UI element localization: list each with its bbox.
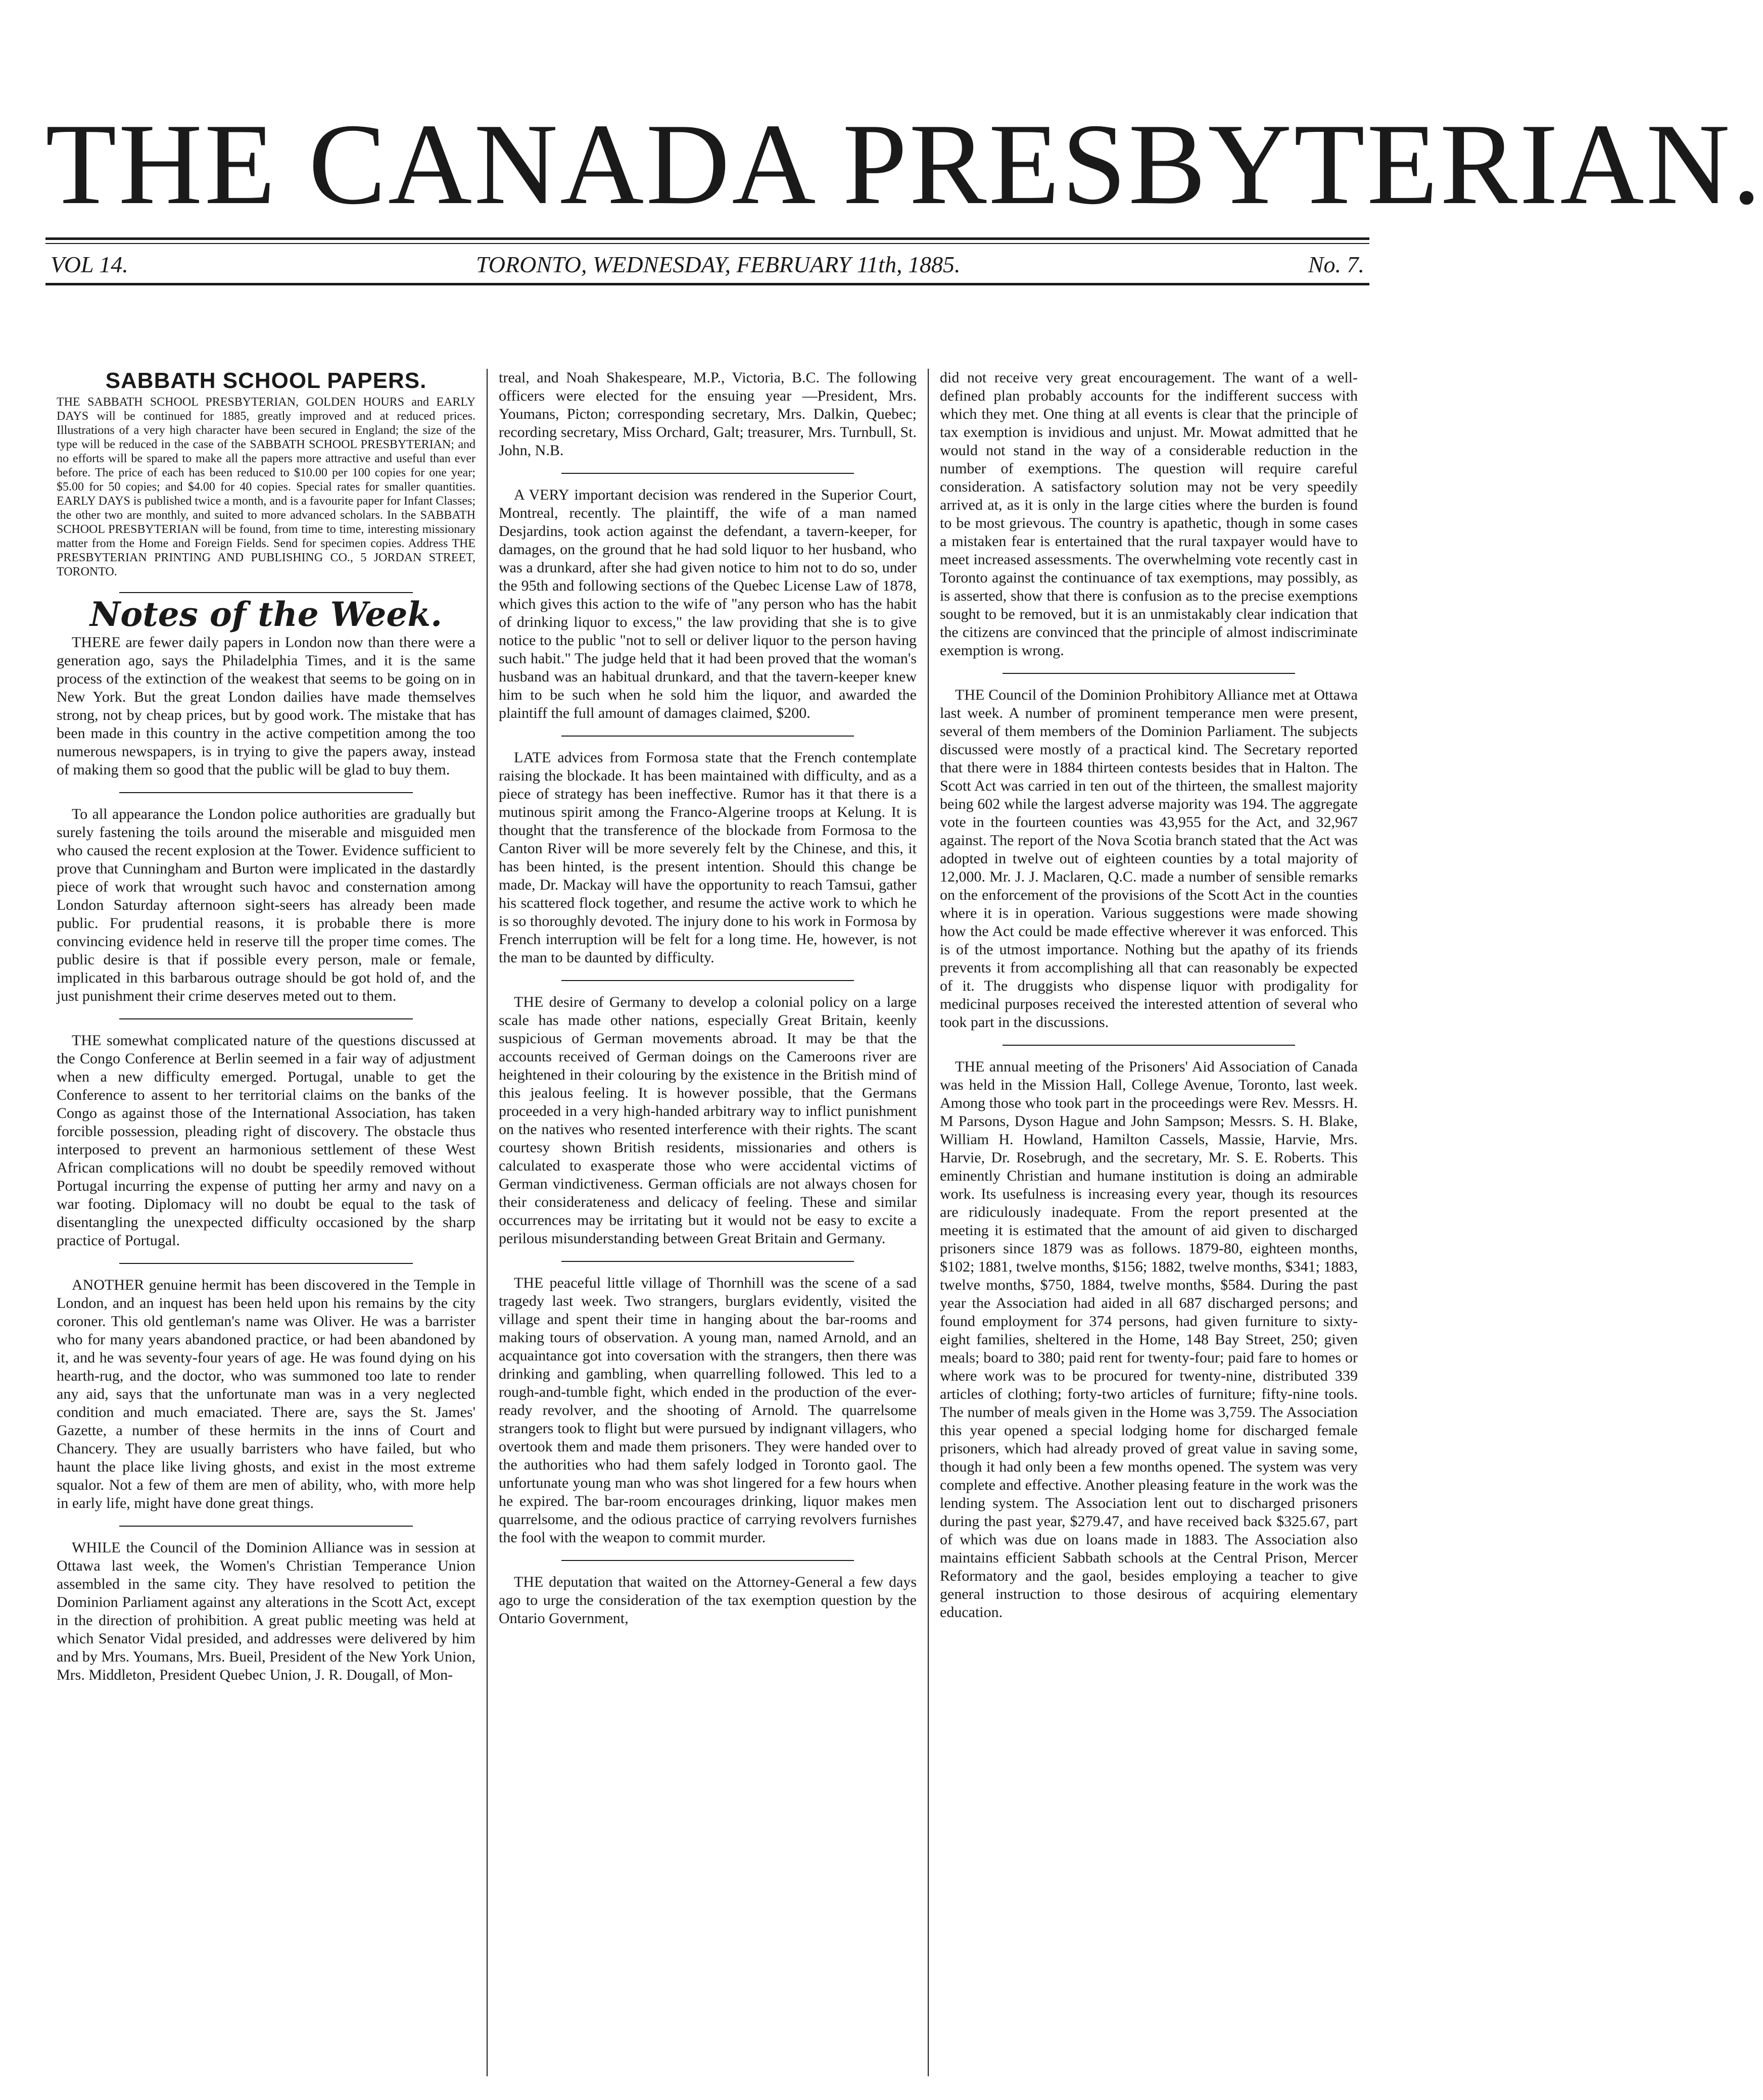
divider [119, 1018, 412, 1019]
divider [119, 792, 412, 793]
masthead-title: THE CANADA PRESBYTERIAN. [45, 100, 1763, 228]
divider [561, 1261, 854, 1262]
paragraph-text: deputation that waited on the Attorney-General a few days ago to urge the consideration of the tax exemption question by the Ontario Government, [499, 1574, 917, 1627]
article-paragraph [940, 1058, 1358, 1622]
article-paragraph: To all appearance the London police authorities are gradually but surely fastening the toils around the miserable and misguided men who caused the recent explosion at the Tower. Evidence sufficient to prove that Cunningham and Burton were implicated in the dastardly piece of work that wrought such havoc and consternation among London Saturday afternoon sight-seers has already been made public. For prudential reasons, it is probable there is more convincing evidence held in reserve till the proper time comes. The public desire is that if possible every person, male or female, implicated in this barbarous outrage should be got hold of, and the just punishment their crime deserves meted out to them. [57, 806, 475, 1004]
paragraph-text: the Council of the Dominion Alliance was in session at Ottawa last week, the Women's Christian Temperance Union assembled in the same city. They have resolved to petition the Dominion Parliament against any alterations in the Scott Act, except in the direction of prohibition. A great public meeting was held at which Senator Vidal presided, and addresses were delivered by him and by Mrs. Youmans, Mrs. Bueil, President of the New York Union, Mrs. Middleton, President Quebec Union, J. R. Dougall, of Mon- [57, 1539, 475, 1683]
paragraph-text: are fewer daily papers in London now than there were a generation ago, says the Philadelphia Times, and it is the same process of the extinction of the weakest that seems to be going on in New York. But the great London dailies have made themselves strong, not by cheap prices, but by good work. The mistake that has been made in this country in the active competition among the too numerous newspapers, is in trying to give the papers away, instead of making them so good that the public will be glad to buy them. [57, 634, 475, 778]
dateline-rule [45, 283, 1369, 285]
divider [119, 1526, 412, 1527]
column-3 [928, 369, 1369, 2076]
divider [1003, 1045, 1295, 1046]
lead-word: THE [514, 994, 544, 1010]
article-paragraph: did not receive very great encouragement. The want of a well-defined plan probably accounts for the indifferent success with which they met. One thing at all events is clear that the principle of tax exemption is invidious and unjust. Mr. Mowat admitted that he would not stand in the way of a considerable reduction in the number of exemptions. The question will require careful consideration. A satisfactory solution may not be very speedily arrived at, as it is only in the large cities where the burden is found to be most grievous. The country is apathetic, though in some cases a mistaken fear is entertained that the rural taxpayer would have to meet increased assessments. The overwhelming vote recently cast in Toronto against the continuance of tax exemptions, may possibly, as is asserted, show that there is confusion as to the precise exemptions sought to be removed, but it is an unmistakably clear indication that the citizens are convinced that the principle of almost indiscriminate exemption is wrong. [940, 369, 1358, 659]
sabbath-papers-body: THE SABBATH SCHOOL PRESBYTERIAN, GOLDEN HOURS and EARLY DAYS will be continued for 1885, greatly improved and at reduced prices. Illustrations of a very high character have been secured in England; the size of the type will be reduced in the case of the SABBATH SCHOOL PRESBYTERIAN; and no efforts will be spared to make all the papers more attractive and useful than ever before. The price of each has been reduced to $10.00 per 100 copies for one year; $5.00 for 50 copies; and $4.00 for 40 copies. Special rates for smaller quantities. EARLY DAYS is published twice a month, and is a favourite paper for Infant Classes; the other two are monthly, and suited to more advanced scholars. In the SABBATH SCHOOL PRESBYTERIAN will be found, from time to time, interesting missionary matter from the Home and Foreign Fields. Send for specimen copies. Address THE PRESBYTERIAN PRINTING AND PUBLISHING CO., 5 JORDAN STREET, TORONTO. [57, 396, 475, 578]
divider [561, 980, 854, 981]
divider [561, 473, 854, 474]
paragraph-text: peaceful little village of Thornhill was the scene of a sad tragedy last week. Two strangers, burglars evidently, visited the village and spent their time in hanging about the bar-rooms and making tours of observation. A young man, named Arnold, and an acquaintance got into coversation with the strangers, then there was drinking and gambling, when quarrelling followed. This led to a rough-and-tumble fight, which ended in the production of the ever-ready revolver, and the shooting of Arnold. The quarrelsome strangers took to flight but were pursued by indignant villagers, who overtook them and made them prisoners. They were handed over to the authorities who had them safely lodged in Toronto gaol. The unfortunate young man who was shot lingered for a few hours when he expired. The bar-room encourages drinking, liquor makes men quarrelsome, and the odious practice of carrying revolvers furnishes the fool with the weapon to commit murder. [499, 1275, 917, 1546]
lead-word: WHILE [72, 1539, 121, 1556]
paragraph-text: advices from Formosa state that the French contemplate raising the blockade. It has been maintained with difficulty, and as a piece of strategy has been ineffective. Rumor has it that there is a mutinous spirit among the Franco-Algerine troops at Kelung. It is thought that the transference of the blockade from Formosa to the Canton River will be more severely felt by the Chinese, and this, it has been hinted, is the present intention. Should this change be made, Dr. Mackay will have the opportunity to reach Tamsui, gather his scattered flock together, and resume the active work to which he is so thoroughly devoted. The injury done to his work in Formosa by French interruption will be felt for a long time. He, however, is not the man to be daunted by difficulty. [499, 749, 917, 966]
volume-label: VOL 14. [51, 252, 128, 277]
notes-heading: Notes of the Week. [89, 595, 443, 634]
lead-word: THE [955, 687, 985, 703]
paragraph-text: Council of the Dominion Prohibitory Alliance met at Ottawa last week. A number of prominent temperance men were present, several of them members of the Dominion Parliament. The subjects discussed were mostly of a practical kind. The Secretary reported that there were in 1884 thirteen contests besides that in Halton. The Scott Act was carried in ten out of the thirteen, the smallest majority being 602 while the largest adverse majority was 194. The aggregate vote in the fourteen counties was 43,955 for the Act, and 32,967 against. The report of the Nova Scotia branch stated that the Act was adopted in twelve out of eighteen counties by a total majority of 12,000. Mr. J. J. Maclaren, Q.C. made a number of sensible remarks on the enforcement of the provisions of the Scott Act in the counties where it is in operation. Various suggestions were made showing how the Act could be made effective wherever it was enforced. This is of the utmost importance. Nothing but the apathy of its friends prevents it from accomplishing all that can reasonably be expected of it. The druggists who dispense liquor with prodigality for medicinal purposes received the interested attention of several who took part in the discussions. [940, 687, 1358, 1031]
article-paragraph: treal, and Noah Shakespeare, M.P., Victoria, B.C. The following officers were elected for the ensuing year —President, Mrs. Youmans, Picton; corresponding secretary, Mrs. Dalkin, Quebec; recording secretary, Miss Orchard, Galt; treasurer, Mrs. Turnbull, St. John, N.B. [499, 369, 917, 459]
column-1 [45, 369, 487, 2076]
lead-word: A VERY [514, 486, 569, 503]
article-paragraph [499, 1274, 917, 1547]
article-paragraph [57, 1539, 475, 1684]
column-2 [487, 369, 928, 2076]
masthead-rule [45, 237, 1369, 240]
sabbath-papers-title: SABBATH SCHOOL PAPERS. [105, 368, 427, 393]
divider [1003, 673, 1295, 674]
article-columns [45, 369, 1369, 2076]
lead-word: THERE [72, 634, 121, 651]
article-paragraph [499, 1573, 917, 1628]
paragraph-text: important decision was rendered in the Superior Court, Montreal, recently. The plaintiff, the wife of a man named Desjardins, took action against the defendant, a tavern-keeper, for damages, on the ground that he had sold liquor to her husband, who was a drunkard, after she had given notice to him not to do so, under the 95th and following sections of the Quebec License Law of 1878, which gives this action to the wife of "any person who has the habit of drinking liquor to excess," the law providing that she is to give notice to the public "not to sell or deliver liquor to the person having such habit." The judge held that it had been proved that the woman's husband was an habitual drunkard, and that the tavern-keeper knew him to be such when he sold him the liquor, and awarded the plaintiff the full amount of damages claimed, $200. [499, 486, 917, 721]
article-paragraph [57, 1276, 475, 1512]
lead-word: THE [514, 1275, 544, 1291]
lead-word: THE [514, 1574, 544, 1590]
divider [561, 736, 854, 737]
lead-word: LATE [514, 749, 551, 766]
place-date: TORONTO, WEDNESDAY, FEBRUARY 11th, 1885. [476, 252, 961, 277]
issue-number: No. 7. [1308, 252, 1364, 277]
lead-word: ANOTHER [72, 1277, 145, 1293]
dateline [45, 244, 1369, 283]
lead-word: THE [955, 1058, 985, 1075]
article-paragraph [499, 486, 917, 722]
article-paragraph [57, 633, 475, 779]
paragraph-text: somewhat complicated nature of the questions discussed at the Congo Conference at Berlin seemed in a fair way of adjustment when a new difficulty emerged. Portugal, unable to get the Conference to assent to her territorial claims on the banks of the Congo as against those of the International Association, has taken forcible possession, pleading right of discovery. The obstacle thus interposed to prevent an harmonious settlement of these West African complications will no doubt be speedily removed without Portugal incurring the expense of putting her army and navy on a war footing. Diplomacy will no doubt be equal to the task of disentangling the unexpected difficulty occasioned by the sharp practice of Portugal. [57, 1032, 475, 1249]
paragraph-text: annual meeting of the Prisoners' Aid Association of Canada was held in the Mission Hall, College Avenue, Toronto, last week. Among those who took part in the proceedings were Rev. Messrs. H. M Parsons, Dyson Hague and John Sampson; Messrs. S. H. Blake, William H. Howland, Hamilton Cassels, Massie, Harvie, Mrs. Harvie, Dr. Rosebrugh, and the secretary, Mr. S. E. Roberts. This eminently Christian and humane institution is doing an admirable work. Its usefulness is increasing every year, though its resources are ridiculously inadequate. From the report presented at the meeting it is estimated that the amount of aid given to discharged prisoners since 1879 was as follows. 1879-80, eighteen months, $102; 1881, twelve months, $156; 1882, twelve months, $341; 1883, twelve months, $750, 1884, twelve months, $584. During the past year the Association had aided in all 687 discharged persons; and found employment for 374 persons, had given furniture to sixty-eight families, sheltered in the Home, 148 Bay Street, 250; given meals; board to 380; paid rent for twenty-four; paid fare to homes or where work was to be procured for twenty-nine, distributed 339 articles of clothing; forty-two articles of furniture; fifty-nine tools. The number of meals given in the Home was 3,759. The Association this year opened a special lodging home for discharged female prisoners, which had already proved of great value in saving some, though it had only been a few months opened. The system was very complete and effective. Another pleasing feature in the work was the lending system. The Association lent out to discharged prisoners during the past year, $279.47, and have received back $325.67, part of which was due on loans made in 1883. The Association also maintains efficient Sabbath schools at the Central Prison, Mercer Reformatory and the gaol, besides employing a teacher to give general instruction to those desirous of acquiring elementary education. [940, 1058, 1358, 1621]
article-paragraph [499, 749, 917, 967]
paragraph-text: genuine hermit has been discovered in the Temple in London, and an inquest has been held upon his remains by the city coroner. This old gentleman's name was Oliver. He was a barrister who for many years abandoned practice, or had been abandoned by it, and he was seventy-four years of age. He was found dying on his hearth-rug, and the doctor, who was summoned too late to render any aid, says that the unfortunate man was in a very neglected condition and much emaciated. There are, says the St. James' Gazette, a number of these hermits in the inns of Court and Chancery. They are usually barristers who have failed, but who haunt the place like living ghosts, and exist in the most extreme squalor. Not a few of them are men of ability, who, with more help in early life, might have done great things. [57, 1277, 475, 1511]
divider [119, 592, 412, 593]
paragraph-text: desire of Germany to develop a colonial policy on a large scale has made other nations, especially Great Britain, keenly suspicious of German movements abroad. It may be that the accounts received of German doings on the Cameroons river are heightened in their colouring by the existence in the British mind of this jealous feeling. It is however possible, that the Germans proceeded in a very high-handed arbitrary way to inflict punishment on the natives who resented interference with their rights. The scant courtesy shown British residents, missionaries and others is calculated to exasperate those who were accidental victims of German vindictiveness. German officials are not always chosen for their considerateness and delicacy of feeling. These and similar occurrences may be irritating but it would not be easy to excite a perilous misunderstanding between Great Britain and Germany. [499, 994, 917, 1247]
article-paragraph [57, 1032, 475, 1250]
divider [119, 1263, 412, 1264]
lead-word: THE [72, 1032, 102, 1049]
newspaper-page [45, 86, 1763, 1683]
divider [561, 1560, 854, 1561]
article-paragraph [940, 686, 1358, 1032]
article-paragraph [499, 993, 917, 1248]
